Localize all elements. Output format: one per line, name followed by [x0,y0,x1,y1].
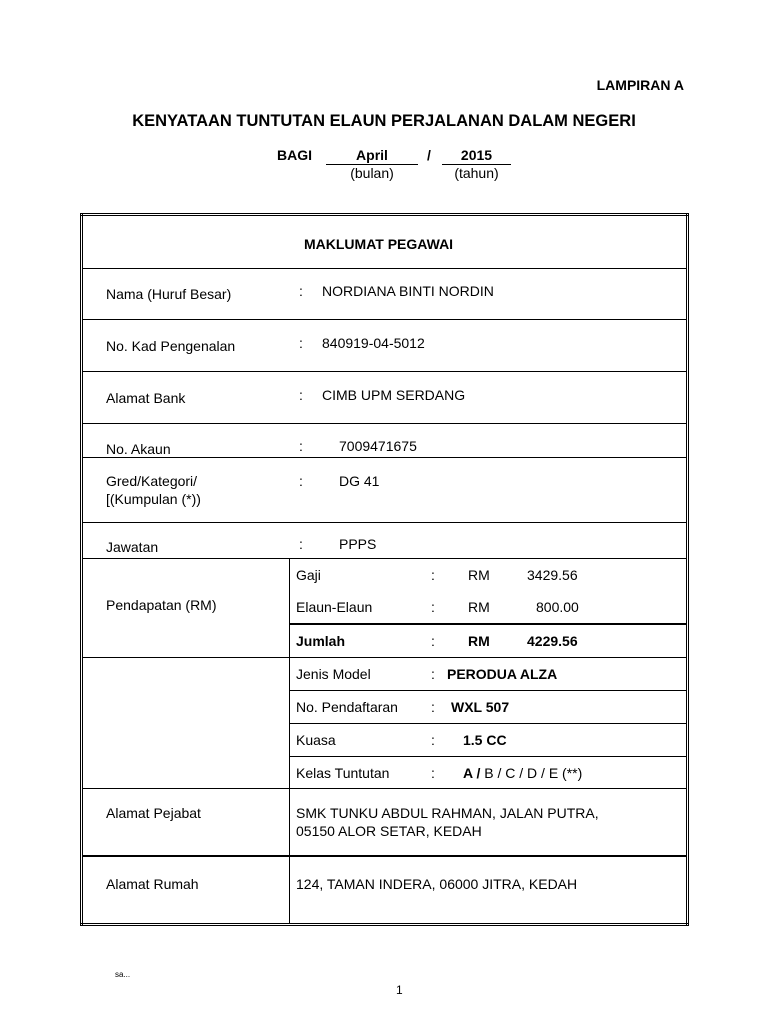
row-ic [82,320,688,372]
ic-label: No. Kad Pengenalan [106,338,236,354]
row-pendapatan [82,559,688,658]
kelas-selected: A / [463,765,481,781]
akaun-value: 7009471675 [339,438,417,454]
gred-colon: : [299,473,303,489]
daftar-value: WXL 507 [451,699,510,715]
jumlah-value: 4229.56 [527,633,578,649]
pejabat-line2: 05150 ALOR SETAR, KEDAH [296,823,482,839]
jawatan-colon: : [299,536,303,552]
gaji-rm: RM [468,567,490,583]
nama-label: Nama (Huruf Besar) [106,286,232,302]
kelas-label: Kelas Tuntutan [296,765,390,781]
pejabat-line1: SMK TUNKU ABDUL RAHMAN, JALAN PUTRA, [296,805,599,821]
month-caption: (bulan) [350,165,394,181]
ic-value: 840919-04-5012 [322,335,425,351]
year-caption: (tahun) [454,165,499,181]
jumlah-colon: : [431,633,435,649]
model-label: Jenis Model [296,666,371,682]
row-nama [82,269,688,320]
row-pejabat [82,789,688,857]
gaji-value: 3429.56 [527,567,578,583]
gaji-colon: : [431,567,435,583]
akaun-label: No. Akaun [106,441,171,457]
row-jawatan [82,523,688,559]
row-akaun [82,424,688,458]
row-bank [82,372,688,424]
akaun-colon: : [299,438,303,454]
row-rumah [82,856,688,925]
ic-colon: : [299,335,303,351]
gred-label-line2: [(Kumpulan (*)) [106,491,201,507]
elaun-rm: RM [468,599,490,615]
gaji-label: Gaji [296,567,321,583]
document-title: KENYATAAN TUNTUTAN ELAUN PERJALANAN DALAM NEGERI [132,112,636,130]
jumlah-rm: RM [468,633,490,649]
kuasa-value: 1.5 CC [463,732,507,748]
model-value: PERODUA ALZA [447,666,558,682]
pejabat-label: Alamat Pejabat [106,805,201,821]
kelas-colon: : [431,765,435,781]
row-gred [82,458,688,523]
date-separator: / [427,147,431,163]
bank-value: CIMB UPM SERDANG [322,387,466,403]
gred-label-line1: Gred/Kategori/ [106,473,198,489]
kelas-options: B / C / D / E (**) [480,765,583,781]
year-field: 2015 [442,147,511,165]
bank-colon: : [299,387,303,403]
kuasa-label: Kuasa [296,732,336,748]
officer-info-table [80,213,689,926]
month-field: April [326,147,418,165]
row-kenderaan [82,658,688,789]
bagi-label: BAGI [277,147,312,163]
model-colon: : [431,666,435,682]
section-title: MAKLUMAT PEGAWAI [304,236,454,252]
rumah-value: 124, TAMAN INDERA, 06000 JITRA, KEDAH [296,876,578,892]
nama-value: NORDIANA BINTI NORDIN [322,283,494,299]
daftar-colon: : [431,699,435,715]
lampiran-label: LAMPIRAN A [596,77,684,93]
bank-label: Alamat Bank [106,390,186,406]
footer-mark: sa... [115,970,131,979]
page-number: 1 [396,983,403,997]
pendapatan-label: Pendapatan (RM) [106,597,217,613]
rumah-label: Alamat Rumah [106,876,199,892]
nama-colon: : [299,283,303,299]
jawatan-label: Jawatan [106,539,159,555]
elaun-value: 800.00 [536,599,579,615]
jumlah-label: Jumlah [296,633,346,649]
kelas-value [463,765,582,781]
gred-value: DG 41 [339,473,380,489]
daftar-label: No. Pendaftaran [296,699,398,715]
jawatan-value: PPPS [339,536,377,552]
section-header-row [82,215,688,269]
elaun-label: Elaun-Elaun [296,599,373,615]
elaun-colon: : [431,599,435,615]
kuasa-colon: : [431,732,435,748]
